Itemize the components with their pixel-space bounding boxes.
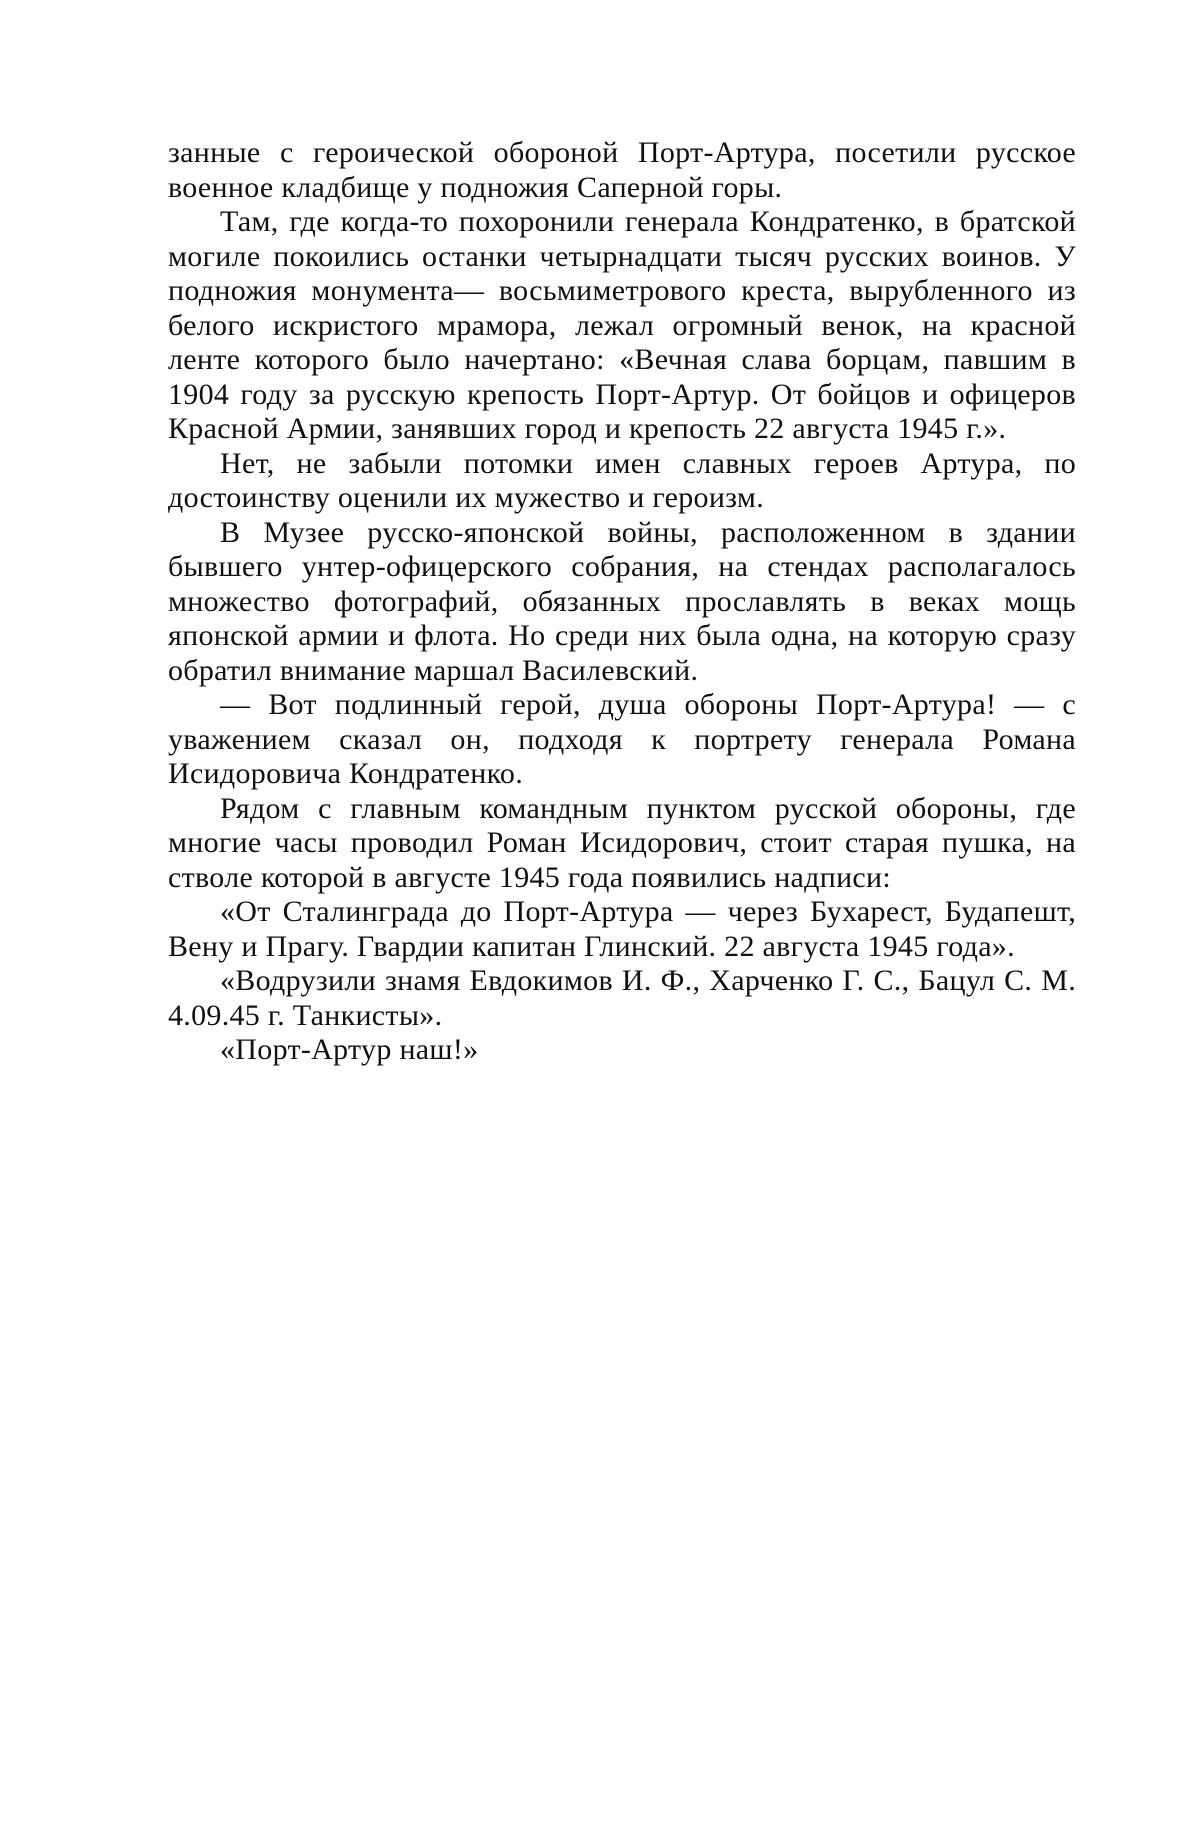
paragraph-cannon: Рядом с главным командным пунктом русской обороны, где многие часы проводил Роман Исидорович, стоит старая пушка, на стволе которой в августе 1945 года появились надписи: <box>168 791 1076 894</box>
paragraph-museum: В Музее русско-японской войны, расположенном в здании бывшего унтер-офицерского собрания, на стендах располагалось множество фотографий, обязанных прославлять в веках мощь японской армии и флота. Но среди них была одна, на которую сразу обратил внимание маршал Василевский. <box>168 515 1076 687</box>
inscription-banner: «Водрузили знамя Евдокимов И. Ф., Харченко Г. С., Бацул С. М. 4.09.45 г. Танкисты». <box>168 964 1076 1032</box>
paragraph-quote-vasilevsky: — Вот подлинный герой, душа обороны Порт-Артура! — с уважением сказал он, подходя к портрету генерала Романа Исидоровича Кондратенко. <box>168 688 1076 790</box>
paragraph-continuation: занные с героической обороной Порт-Артура, посетили русское военное кладбище у подножия Саперной горы. <box>168 136 1076 204</box>
paragraph-cemetery: Там, где когда-то похоронили генерала Кондратенко, в братской могиле покоились останки четырнадцати тысяч русских воинов. У подножия монумента— восьмиметрового креста, вырубленного из белого искристого мрамора, лежал огромный венок, на красной ленте которого было начертано: «Вечная слава борцам, павшим в 1904 году за русскую крепость Порт-Артур. От бойцов и офицеров Красной Армии, занявших город и крепость 22 августа 1945 г.». <box>168 205 1076 445</box>
page-text <box>168 136 1076 1068</box>
paragraph-descendants: Нет, не забыли потомки имен славных героев Артура, по достоинству оценили их мужество и героизм. <box>168 446 1076 514</box>
inscription-port-arthur: «Порт-Артур наш!» <box>220 1033 479 1066</box>
inscription-stalingrad: «От Сталинграда до Порт-Артура — через Бухарест, Будапешт, Вену и Прагу. Гвардии капитан Глинский. 22 августа 1945 года». <box>168 895 1076 963</box>
